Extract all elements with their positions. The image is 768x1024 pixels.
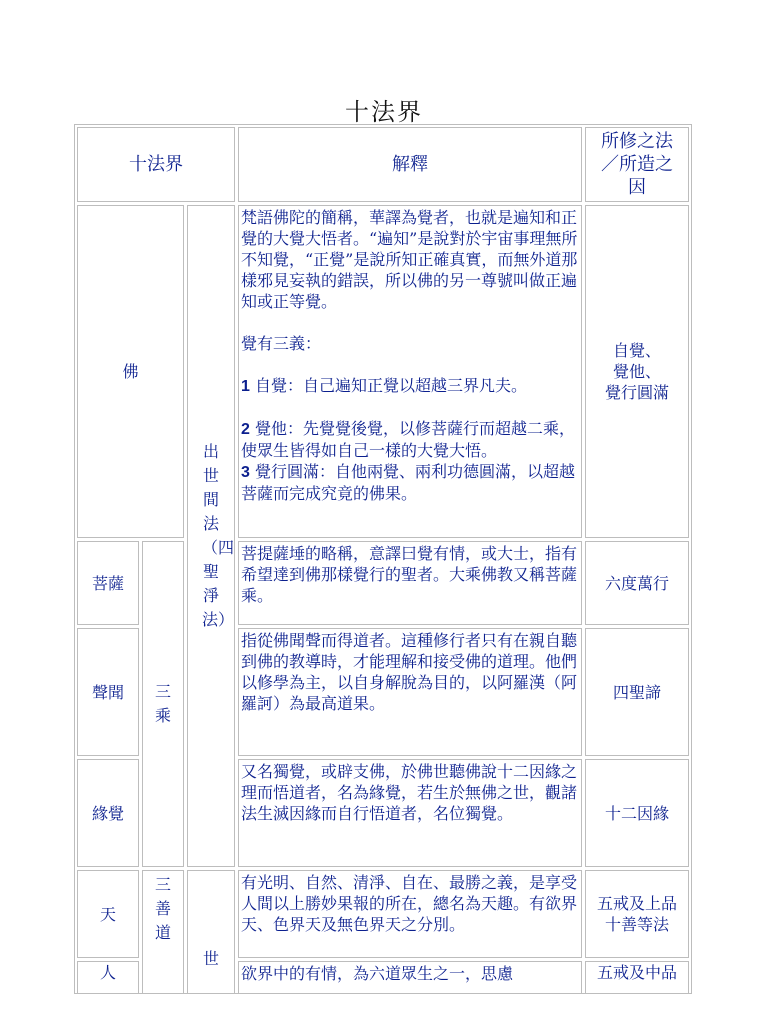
header-realm xyxy=(77,127,235,202)
desc-buddha-point-2 xyxy=(241,418,579,461)
point-number: 2 xyxy=(241,421,250,438)
group-three-vehicles-label: 三乘 xyxy=(154,682,171,725)
desc-buddha-point-1 xyxy=(241,375,579,397)
realm-bodhisattva xyxy=(77,541,139,625)
header-cause-label: 所修之法／所造之因 xyxy=(601,131,673,198)
cause-bodhisattva xyxy=(585,541,689,625)
cause-line: 覺行圓滿 xyxy=(604,383,669,402)
desc-shravaka xyxy=(238,628,582,756)
desc-pratyekabuddha xyxy=(238,759,582,867)
header-explain-label: 解釋 xyxy=(392,154,428,175)
cause-line: 四聖諦 xyxy=(612,682,661,702)
cause-line: 五戒及中品 xyxy=(596,963,677,982)
realm-human xyxy=(77,961,139,994)
realm-shravaka xyxy=(77,628,139,756)
point-text: 自覺：自己遍知正覺以超越三界凡夫。 xyxy=(255,376,528,395)
desc-human-text: 欲界中的有情，為六道眾生之一，思慮 xyxy=(241,964,514,983)
point-text: 覺行圓滿：自他兩覺、兩利功德圓滿，以超越菩薩而完成究竟的佛果。 xyxy=(241,462,576,503)
desc-buddha-para-1: 梵語佛陀的簡稱，華譯為覺者，也就是遍知和正覺的大覺大悟者。“遍知”是說對於宇宙事理無所不知覺，“正覺”是說所知正確真實，而無外道那樣邪見妄執的錯誤，所以佛的另一尊號叫做正遍知或正等覺。 xyxy=(241,208,578,311)
realm-bodhisattva-label: 菩薩 xyxy=(91,573,124,593)
group-worldly-label: 世 xyxy=(202,949,219,968)
group-three-good-paths xyxy=(142,870,184,994)
desc-buddha-point-3 xyxy=(241,461,579,504)
cause-pratyekabuddha xyxy=(585,759,689,867)
desc-heaven xyxy=(238,870,582,958)
header-realm-label: 十法界 xyxy=(129,154,183,175)
cause-heaven xyxy=(585,870,689,958)
desc-buddha xyxy=(238,205,582,538)
desc-buddha-para-2: 覺有三義： xyxy=(241,334,322,353)
group-three-vehicles xyxy=(142,541,184,867)
cause-buddha xyxy=(585,205,689,538)
realm-pratyekabuddha-label: 緣覺 xyxy=(91,803,124,823)
realm-heaven-label: 天 xyxy=(99,904,116,924)
header-cause xyxy=(585,127,689,202)
group-transcendent xyxy=(187,205,235,867)
header-explain xyxy=(238,127,582,202)
page-title: 十法界 xyxy=(345,98,423,126)
realm-heaven xyxy=(77,870,139,958)
realm-buddha-label: 佛 xyxy=(122,362,139,381)
realm-human-label: 人 xyxy=(99,963,116,982)
cause-shravaka xyxy=(585,628,689,756)
realm-buddha xyxy=(77,205,184,538)
desc-pratyekabuddha-text: 又名獨覺，或辟支佛，於佛世聽佛說十二因緣之理而悟道者，名為緣覺，若生於無佛之世，觀諸法生滅因緣而自行悟道者，名位獨覺。 xyxy=(241,762,578,823)
cause-line: 自覺、 xyxy=(612,341,661,360)
desc-heaven-text: 有光明、自然、清淨、自在、最勝之義，是享受人間以上勝妙果報的所在，總名為天趣。有欲界天、色界天及無色界天之分別。 xyxy=(241,873,578,934)
desc-bodhisattva xyxy=(238,541,582,625)
point-number: 1 xyxy=(241,378,250,395)
group-three-good-paths-label: 三善道 xyxy=(154,875,171,942)
group-worldly xyxy=(187,870,235,994)
realm-pratyekabuddha xyxy=(77,759,139,867)
point-text: 覺他：先覺覺後覺，以修菩薩行而超越二乘，使眾生皆得如自己一樣的大覺大悟。 xyxy=(241,419,576,460)
cause-human xyxy=(585,961,689,994)
group-transcendent-label: 出世間法（四聖淨法） xyxy=(202,442,235,629)
cause-line: 覺他、 xyxy=(612,362,661,381)
point-number: 3 xyxy=(241,464,250,481)
cause-line: 五戒及上品 xyxy=(596,894,677,913)
cause-line: 六度萬行 xyxy=(604,573,669,593)
realm-shravaka-label: 聲聞 xyxy=(91,682,124,702)
desc-shravaka-text: 指從佛聞聲而得道者。這種修行者只有在親自聽到佛的教導時，才能理解和接受佛的道理。他們以修學為主，以自身解脫為目的，以阿羅漢（阿羅訶）為最高道果。 xyxy=(241,631,578,713)
desc-human xyxy=(238,961,582,994)
cause-line: 十善等法 xyxy=(604,915,669,934)
cause-line: 十二因緣 xyxy=(604,803,669,823)
desc-bodhisattva-text: 菩提薩埵的略稱，意譯曰覺有情，或大士，指有希望達到佛那樣覺行的聖者。大乘佛教又稱菩薩乘。 xyxy=(241,544,578,605)
